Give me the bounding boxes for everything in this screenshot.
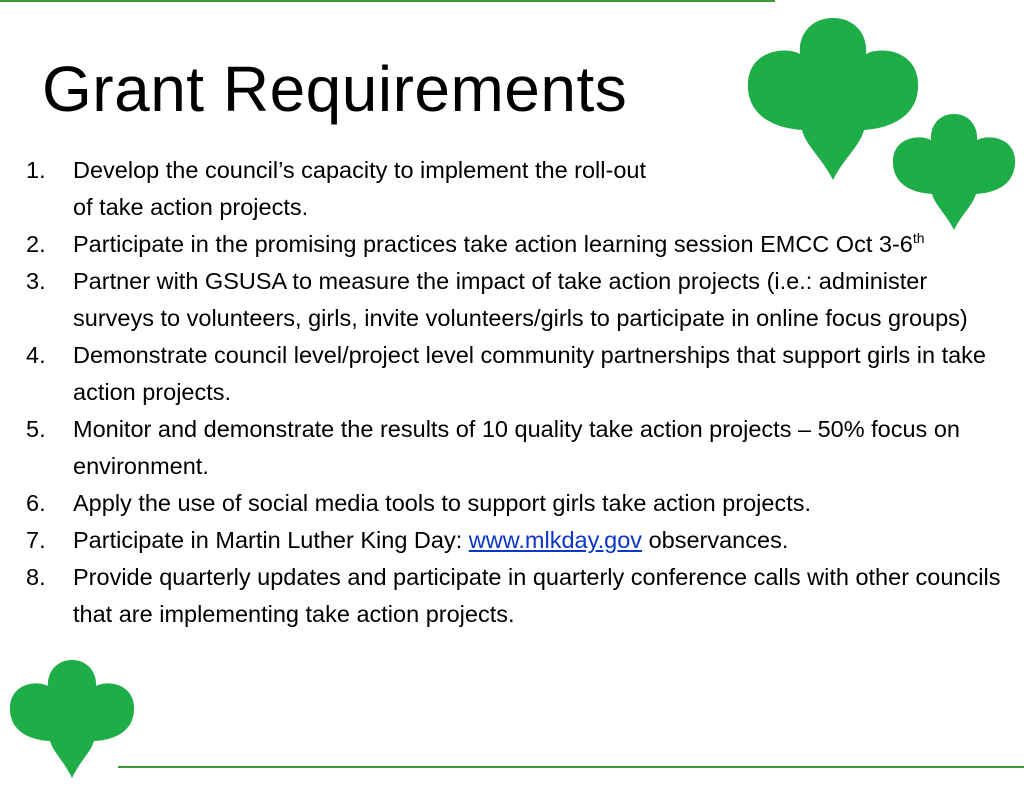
list-item — [24, 485, 1009, 522]
list-number: 8. — [26, 564, 46, 590]
list-item-text: Participate in Martin Luther King Day: — [73, 527, 469, 553]
list-item-text: Develop the council’s capacity to implement the roll-out — [73, 157, 646, 183]
list-item — [24, 263, 1009, 337]
mlkday-link[interactable]: www.mlkday.gov — [468, 527, 643, 553]
list-number: 1. — [26, 157, 46, 183]
list-item-text: observances. — [642, 527, 789, 553]
list-item-text: Apply the use of social media tools to support girls take action projects. — [73, 490, 812, 516]
requirements-list — [24, 152, 1009, 633]
list-item — [24, 559, 1009, 633]
bottom-rule — [118, 766, 1024, 768]
list-item — [24, 337, 1009, 411]
top-rule — [0, 0, 775, 2]
list-number: 4. — [26, 342, 46, 368]
list-number: 3. — [26, 268, 46, 294]
list-item-text: Partner with GSUSA to measure the impact of take action projects (i.e.: administer surveys to volunteers, girls, invite volunteers/girls to participate in online focus groups) — [73, 268, 968, 331]
list-item-text: Demonstrate council level/project level community partnerships that support girls in take action projects. — [73, 342, 987, 405]
list-item-text: Provide quarterly updates and participate in quarterly conference calls with other councils that are implementing take action projects. — [73, 564, 1001, 627]
list-item — [24, 522, 1009, 559]
superscript: th — [912, 230, 925, 247]
list-number: 6. — [26, 490, 46, 516]
page-title: Grant Requirements — [42, 53, 628, 125]
list-number: 2. — [26, 231, 46, 257]
list-item-text: Monitor and demonstrate the results of 10 quality take action projects – 50% focus on environment. — [73, 416, 960, 479]
trefoil-icon — [6, 656, 138, 778]
list-number: 5. — [26, 416, 46, 442]
list-item — [24, 411, 1009, 485]
list-item-text: of take action projects. — [73, 194, 309, 220]
list-item-text: Participate in the promising practices take action learning session EMCC Oct 3-6 — [73, 231, 913, 257]
list-item — [24, 152, 1009, 226]
list-item — [24, 226, 1009, 263]
list-number: 7. — [26, 527, 46, 553]
